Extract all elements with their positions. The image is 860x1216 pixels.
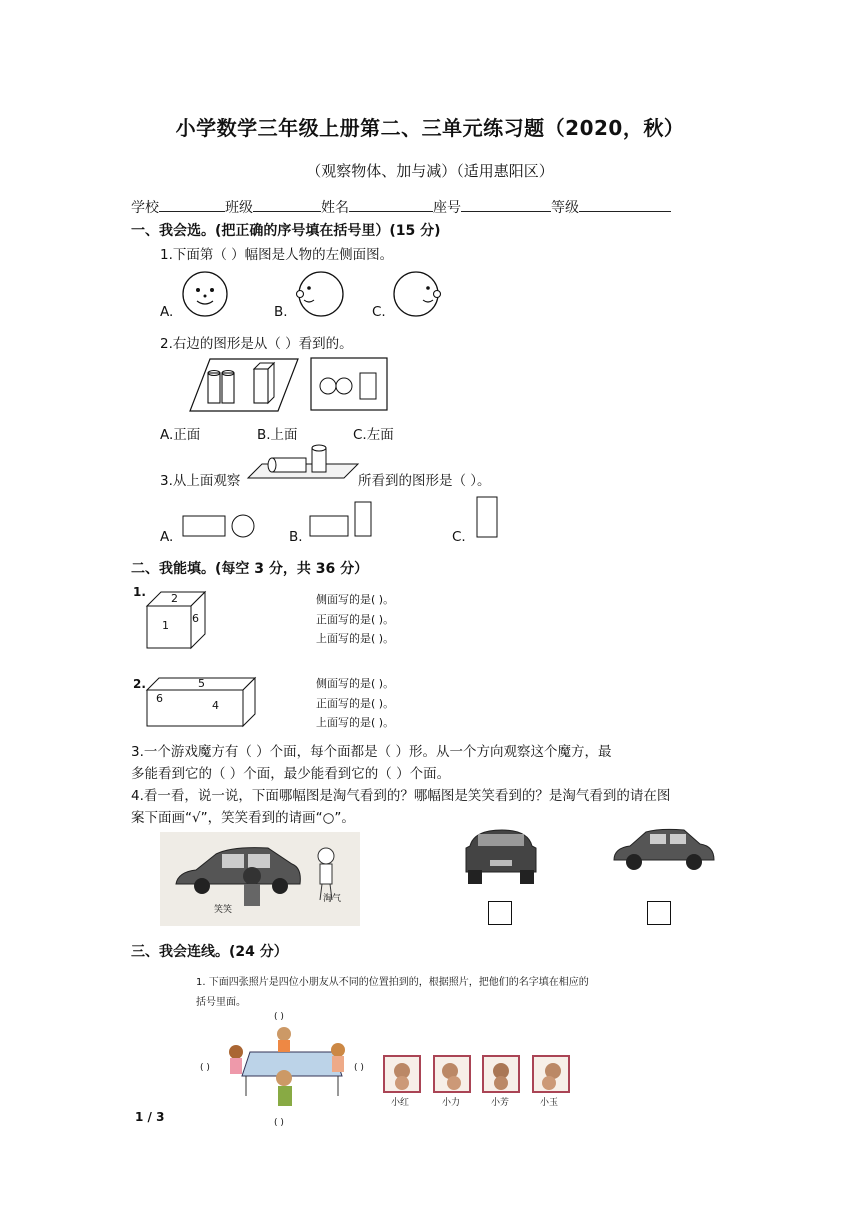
- cube2-line-top: 上面写的是( )。: [316, 716, 395, 729]
- section1-heading: 一、我会选。(把正确的序号填在括号里）(15 分): [131, 223, 441, 239]
- answer-box-rear-view[interactable]: [488, 901, 512, 925]
- field-class-blank[interactable]: [253, 197, 321, 212]
- s1-q3-option-b: B.: [289, 529, 303, 545]
- field-name-label: 姓名: [321, 200, 349, 216]
- s2-q4-line1: 4.看一看，说一说，下面哪幅图是淘气看到的？哪幅图是笑笑看到的？是淘气看到的请在图: [131, 788, 671, 804]
- monkey-photo-1: [383, 1055, 421, 1093]
- table-kids-scene-figure: [222, 1024, 362, 1116]
- cube2-index: 2.: [133, 677, 146, 691]
- cube1-line-top: 上面写的是( )。: [316, 632, 395, 645]
- cube2-front-number: 4: [212, 699, 219, 712]
- field-school-label: 学校: [131, 200, 159, 216]
- cube1-index: 1.: [133, 585, 146, 599]
- name-xiaoyu: 小玉: [540, 1098, 559, 1108]
- s3-q1-line2: 括号里面。: [196, 997, 246, 1008]
- cube2-line-side: 侧面写的是( )。: [316, 677, 395, 690]
- field-grade-label: 等级: [551, 200, 579, 216]
- student-info-line: [131, 197, 671, 217]
- field-seat-blank[interactable]: [461, 197, 551, 212]
- bracket-right[interactable]: ( ): [354, 1063, 364, 1073]
- tall-rect-view-figure: [475, 495, 501, 539]
- field-seat-label: 座号: [433, 200, 461, 216]
- s1-q3-option-c: C.: [452, 529, 466, 545]
- solids-perspective-figure: [190, 355, 300, 415]
- cube1-line-front: 正面写的是( )。: [316, 613, 395, 626]
- monkey-photo-4: [532, 1055, 570, 1093]
- s2-q3-line2: 多能看到它的（ ）个面，最少能看到它的（ ）个面。: [131, 766, 451, 782]
- cube1-side-number: 6: [192, 612, 199, 625]
- page-title: 小学数学三年级上册第二、三单元练习题（2020，秋）: [175, 116, 685, 140]
- s1-q3-option-a: A.: [160, 529, 174, 545]
- car-rear-view-figure: [462, 826, 540, 888]
- s1-q3-text-before: 3.从上面观察: [160, 473, 241, 489]
- rect-rect-view-figure: [309, 500, 377, 540]
- cube1-line-side: 侧面写的是( )。: [316, 593, 395, 606]
- s1-q2-option-c: C.左面: [353, 427, 394, 443]
- monkey-photo-3: [482, 1055, 520, 1093]
- s1-q1-text: 1.下面第（ ）幅图是人物的左侧面图。: [160, 247, 394, 263]
- section2-heading: 二、我能填。(每空 3 分，共 36 分）: [131, 561, 369, 577]
- rect-circle-view-figure: [182, 512, 258, 540]
- s1-q1-option-a: A.: [160, 304, 174, 320]
- field-name-blank[interactable]: [349, 197, 433, 212]
- face-front-icon: [181, 270, 231, 320]
- scene-name-taoqi: 淘气: [323, 894, 342, 904]
- name-xiaofang: 小芳: [491, 1098, 510, 1108]
- s1-q2-option-b: B.上面: [257, 427, 298, 443]
- top-view-figure: [310, 357, 390, 413]
- s1-q1-option-c: C.: [372, 304, 386, 320]
- cube1-top-number: 2: [171, 592, 178, 605]
- face-right-side-icon: [393, 270, 445, 320]
- field-school-blank[interactable]: [159, 197, 225, 212]
- name-xiaohong: 小红: [391, 1098, 410, 1108]
- bracket-bottom[interactable]: ( ): [274, 1118, 284, 1128]
- cube2-side-number: 6: [156, 692, 163, 705]
- s1-q2-text: 2.右边的图形是从（ ）看到的。: [160, 336, 353, 352]
- scene-name-xiaoxiao: 笑笑: [214, 905, 233, 915]
- name-xiaoli: 小力: [442, 1098, 461, 1108]
- cube2-top-number: 5: [198, 677, 205, 690]
- car-scene-figure: [172, 842, 350, 922]
- car-side-view-figure: [610, 826, 718, 878]
- s2-q3-line1: 3.一个游戏魔方有（ ）个面，每个面都是（ ）形。从一个方向观察这个魔方，最: [131, 744, 612, 760]
- answer-box-side-view[interactable]: [647, 901, 671, 925]
- field-grade-blank[interactable]: [579, 197, 671, 212]
- s3-q1-line1: 1. 下面四张照片是四位小朋友从不同的位置拍到的，根据照片，把他们的名字填在相应的: [196, 977, 589, 988]
- cube1-figure: [145, 590, 211, 650]
- face-left-side-icon: [294, 270, 346, 320]
- s1-q2-option-a: A.正面: [160, 427, 201, 443]
- cube1-front-number: 1: [162, 619, 169, 632]
- section3-heading: 三、我会连线。(24 分）: [131, 944, 288, 960]
- s1-q1-option-b: B.: [274, 304, 288, 320]
- s1-q3-text-after: 所看到的图形是（ ）。: [358, 473, 491, 489]
- bracket-top[interactable]: ( ): [274, 1012, 284, 1022]
- page-number: 1 / 3: [135, 1110, 165, 1124]
- field-class-label: 班级: [225, 200, 253, 216]
- monkey-photo-2: [433, 1055, 471, 1093]
- s2-q4-line2: 案下面画“√”，笑笑看到的请画“○”。: [131, 810, 355, 826]
- bracket-left[interactable]: ( ): [200, 1063, 210, 1073]
- cylinders-on-plane-figure: [248, 442, 360, 480]
- cube2-line-front: 正面写的是( )。: [316, 697, 395, 710]
- page-subtitle: （观察物体、加与减）（适用惠阳区）: [306, 162, 554, 180]
